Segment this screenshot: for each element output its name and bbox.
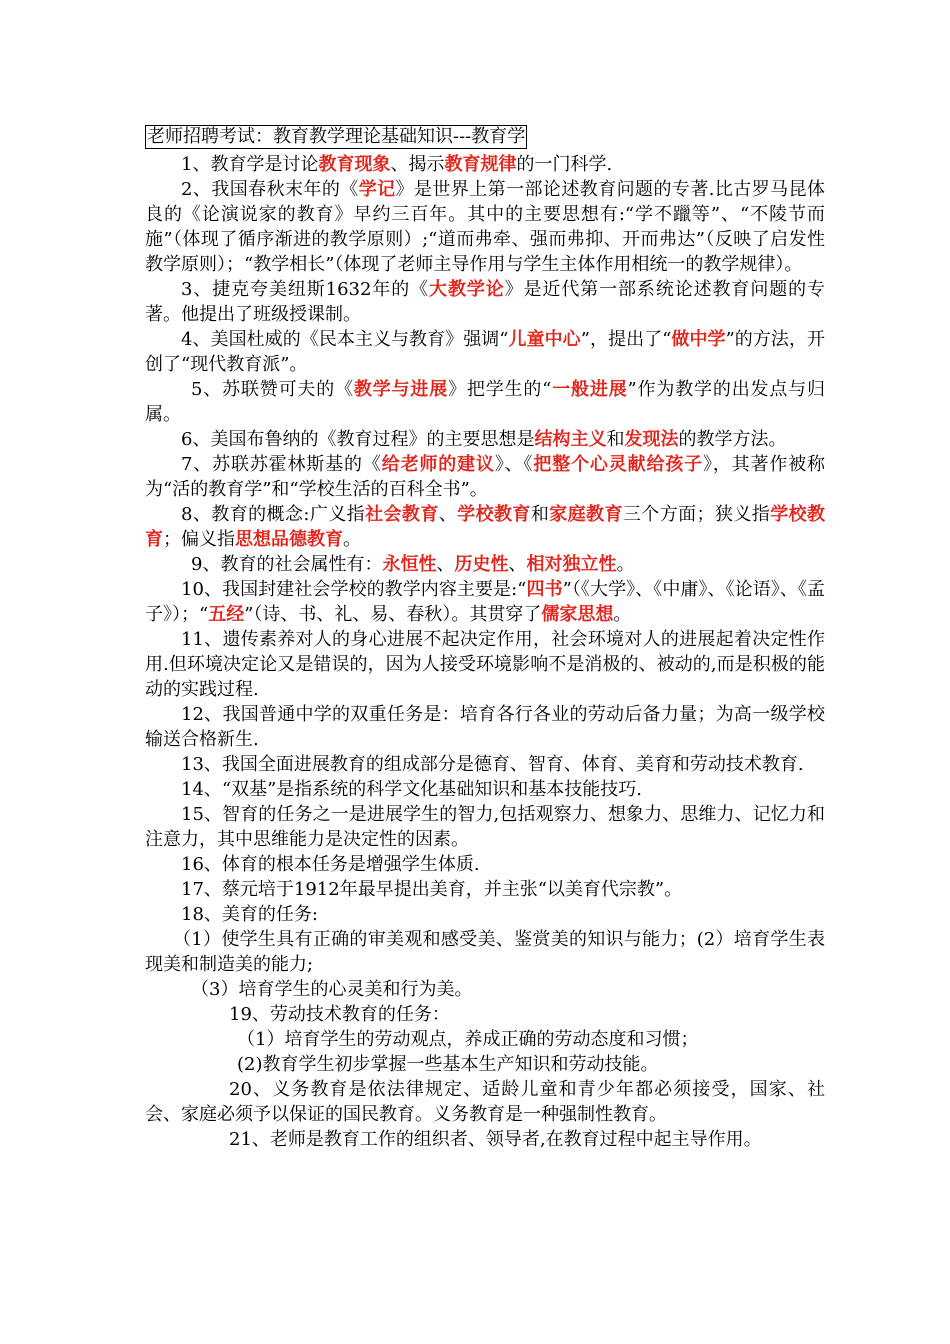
item-20: 20、义务教育是依法律规定、适龄儿童和青少年都必须接受，国家、社会、家庭必须予以保证的国民教育。义务教育是一种强制性教育。 <box>145 1079 825 1125</box>
item-13: 13、我国全面进展教育的组成部分是德育、智育、体育、美育和劳动技术教育. <box>181 754 804 775</box>
item-19-sub-1: （1）培育学生的劳动观点，养成正确的劳动态度和习惯； <box>237 1029 699 1050</box>
item-14: 14、“双基”是指系统的科学文化基础知识和基本技能技巧. <box>181 779 643 800</box>
item-3: 3、捷克夸美纽斯1632年的《大教学论》是近代第一部系统论述教育问题的专著。他提出了班级授课制。 <box>145 279 826 325</box>
item-5: 5、苏联赞可夫的《教学与进展》把学生的“一般进展”作为教学的出发点与归属。 <box>145 379 826 425</box>
document-title: 老师招聘考试：教育教学理论基础知识---教育学 <box>147 126 526 147</box>
item-12: 12、我国普通中学的双重任务是：培育各行各业的劳动后备力量；为高一级学校输送合格新生. <box>145 704 825 750</box>
item-10: 10、我国封建社会学校的教学内容主要是:“四书”（《大学》、《中庸》、《论语》、《孟子》）；“五经”（诗、书、礼、易、春秋）。其贯穿了儒家思想。 <box>145 579 826 625</box>
item-8: 8、教育的概念:广义指社会教育、学校教育和家庭教育三个方面；狭义指学校教育；偏义指思想品德教育。 <box>145 504 826 550</box>
item-11: 11、遗传素养对人的身心进展不起决定作用，社会环境对人的进展起着决定性作用.但环境决定论又是错误的，因为人接受环境影响不是消极的、被动的,而是积极的能动的实践过程. <box>145 629 825 700</box>
item-19: 19、劳动技术教育的任务： <box>229 1004 450 1025</box>
item-21: 21、老师是教育工作的组织者、领导者,在教育过程中起主导作用。 <box>229 1129 762 1150</box>
item-4: 4、美国杜威的《民本主义与教育》强调“儿童中心”，提出了“做中学”的方法，开创了“现代教育派”。 <box>145 329 825 375</box>
item-18: 18、美育的任务: <box>181 904 318 925</box>
item-16: 16、体育的根本任务是增强学生体质. <box>181 854 480 875</box>
item-6: 6、美国布鲁纳的《教育过程》的主要思想是结构主义和发现法的教学方法。 <box>181 429 787 450</box>
document-page <box>145 124 825 1152</box>
item-1: 1、教育学是讨论教育现象、揭示教育规律的一门科学. <box>181 154 613 175</box>
item-18-sub-1: （1）使学生具有正确的审美观和感受美、鉴赏美的知识与能力；(2）培育学生表现美和制造美的能力; <box>145 929 825 975</box>
item-19-sub-2: (2)教育学生初步掌握一些基本生产知识和劳动技能。 <box>237 1054 659 1075</box>
item-2: 2、我国春秋末年的《学记》是世界上第一部论述教育问题的专著.比古罗马昆体良的《论演说家的教育》早约三百年。其中的主要思想有:“学不躐等”、“不陵节而施”（体现了循序渐进的教学原则）;“道而弗牵、强而弗抑、开而弗达”（反映了启发性教学原则）；“教学相长”（体现了老师主导作用与学生主体作用相统一的教学规律）。 <box>145 179 826 275</box>
item-17: 17、蔡元培于1912年最早提出美育，并主张“以美育代宗教”。 <box>181 879 683 900</box>
item-9: 9、教育的社会属性有：永恒性、历史性、相对独立性。 <box>191 554 635 575</box>
item-7: 7、苏联苏霍林斯基的《给老师的建议》、《把整个心灵献给孩子》，其著作被称为“活的教育学”和“学校生活的百科全书”。 <box>145 454 826 500</box>
item-15: 15、智育的任务之一是进展学生的智力,包括观察力、想象力、思维力、记忆力和注意力，其中思维能力是决定性的因素。 <box>145 804 825 850</box>
item-18-sub-2: （3）培育学生的心灵美和行为美。 <box>191 979 473 1000</box>
